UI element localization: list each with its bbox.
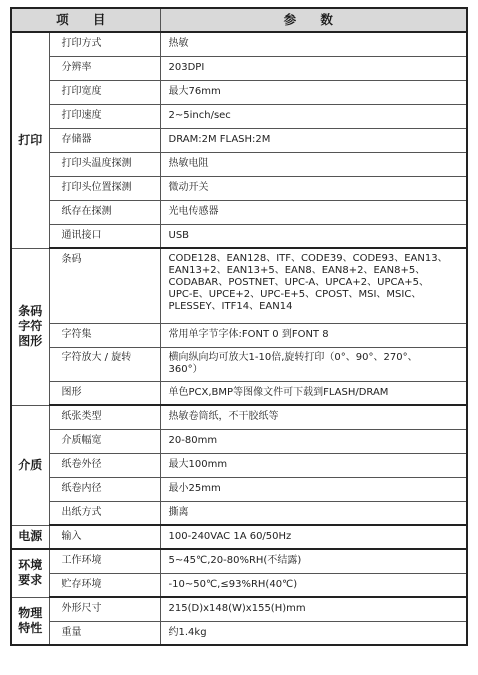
- param-value: CODE128、EAN128、ITF、CODE39、CODE93、EAN13、 EAN13+2、EAN13+5、EAN8、EAN8+2、EAN8+5、 CODABAR、POSTNET、UPC-A、UPCA+2、UPCA+5、 UPC-E、UPCE+2、UPC-E+5、CPOST、MSI、MSIC、 PLESSEY、ITF14、EAN14: [160, 248, 467, 323]
- item-label: 打印宽度: [49, 80, 160, 104]
- item-label: 打印头位置探测: [49, 176, 160, 200]
- item-label: 通讯接口: [49, 224, 160, 248]
- table-row: [11, 104, 467, 128]
- category-media: 介质: [11, 405, 49, 525]
- item-label: 分辨率: [49, 56, 160, 80]
- item-label: 打印速度: [49, 104, 160, 128]
- param-value: 热敏: [160, 32, 467, 56]
- param-value: 热敏电阻: [160, 152, 467, 176]
- param-value: USB: [160, 224, 467, 248]
- item-label: 贮存环境: [49, 573, 160, 597]
- param-value: 单色PCX,BMP等图像文件可下载到FLASH/DRAM: [160, 381, 467, 405]
- category-physical: 物理 特性: [11, 597, 49, 645]
- item-label: 存储器: [49, 128, 160, 152]
- table-row: [11, 525, 467, 549]
- param-value: 横向纵向均可放大1-10倍,旋转打印（0°、90°、270°、 360°）: [160, 347, 467, 381]
- table-row: [11, 501, 467, 525]
- table-row: [11, 549, 467, 573]
- param-value: DRAM:2M FLASH:2M: [160, 128, 467, 152]
- item-label: 工作环境: [49, 549, 160, 573]
- table-row: [11, 573, 467, 597]
- table-row: [11, 597, 467, 621]
- table-row: [11, 152, 467, 176]
- param-value: 常用单字节字体:FONT 0 到FONT 8: [160, 323, 467, 347]
- header-row: [11, 8, 467, 32]
- table-row: [11, 80, 467, 104]
- header-param: 参 数: [160, 8, 467, 32]
- table-row: [11, 405, 467, 429]
- item-label: 纸存在探测: [49, 200, 160, 224]
- item-label: 字符集: [49, 323, 160, 347]
- table-row: [11, 621, 467, 645]
- table-row: [11, 224, 467, 248]
- header-item: 项 目: [11, 8, 160, 32]
- table-row: [11, 429, 467, 453]
- param-value: 最小25mm: [160, 477, 467, 501]
- param-value: 20-80mm: [160, 429, 467, 453]
- category-environment: 环境 要求: [11, 549, 49, 597]
- param-value: 光电传感器: [160, 200, 467, 224]
- param-value: 2~5inch/sec: [160, 104, 467, 128]
- table-row: [11, 248, 467, 323]
- table-row: [11, 347, 467, 381]
- param-value: 最大76mm: [160, 80, 467, 104]
- item-label: 纸张类型: [49, 405, 160, 429]
- param-value: -10~50℃,≤93%RH(40℃): [160, 573, 467, 597]
- param-value: 约1.4kg: [160, 621, 467, 645]
- category-barcode-font-graphics: 条码 字符 图形: [11, 248, 49, 405]
- table-row: [11, 32, 467, 56]
- table-row: [11, 477, 467, 501]
- table-row: [11, 56, 467, 80]
- param-value: 203DPI: [160, 56, 467, 80]
- param-value: 最大100mm: [160, 453, 467, 477]
- item-label: 出纸方式: [49, 501, 160, 525]
- item-label: 输入: [49, 525, 160, 549]
- table-row: [11, 323, 467, 347]
- table-row: [11, 128, 467, 152]
- param-value: 5~45℃,20-80%RH(不结露): [160, 549, 467, 573]
- item-label: 条码: [49, 248, 160, 323]
- param-value: 215(D)x148(W)x155(H)mm: [160, 597, 467, 621]
- item-label: 字符放大 / 旋转: [49, 347, 160, 381]
- param-value: 热敏卷筒纸，不干胶纸等: [160, 405, 467, 429]
- table-row: [11, 381, 467, 405]
- table-row: [11, 200, 467, 224]
- table-row: [11, 453, 467, 477]
- category-print: 打印: [11, 32, 49, 248]
- param-value: 微动开关: [160, 176, 467, 200]
- item-label: 重量: [49, 621, 160, 645]
- param-value: 撕离: [160, 501, 467, 525]
- item-label: 纸卷内径: [49, 477, 160, 501]
- item-label: 外形尺寸: [49, 597, 160, 621]
- param-value: 100-240VAC 1A 60/50Hz: [160, 525, 467, 549]
- item-label: 纸卷外径: [49, 453, 160, 477]
- item-label: 打印方式: [49, 32, 160, 56]
- spec-table: [10, 7, 468, 646]
- category-power: 电源: [11, 525, 49, 549]
- item-label: 图形: [49, 381, 160, 405]
- item-label: 打印头温度探测: [49, 152, 160, 176]
- item-label: 介质幅宽: [49, 429, 160, 453]
- table-row: [11, 176, 467, 200]
